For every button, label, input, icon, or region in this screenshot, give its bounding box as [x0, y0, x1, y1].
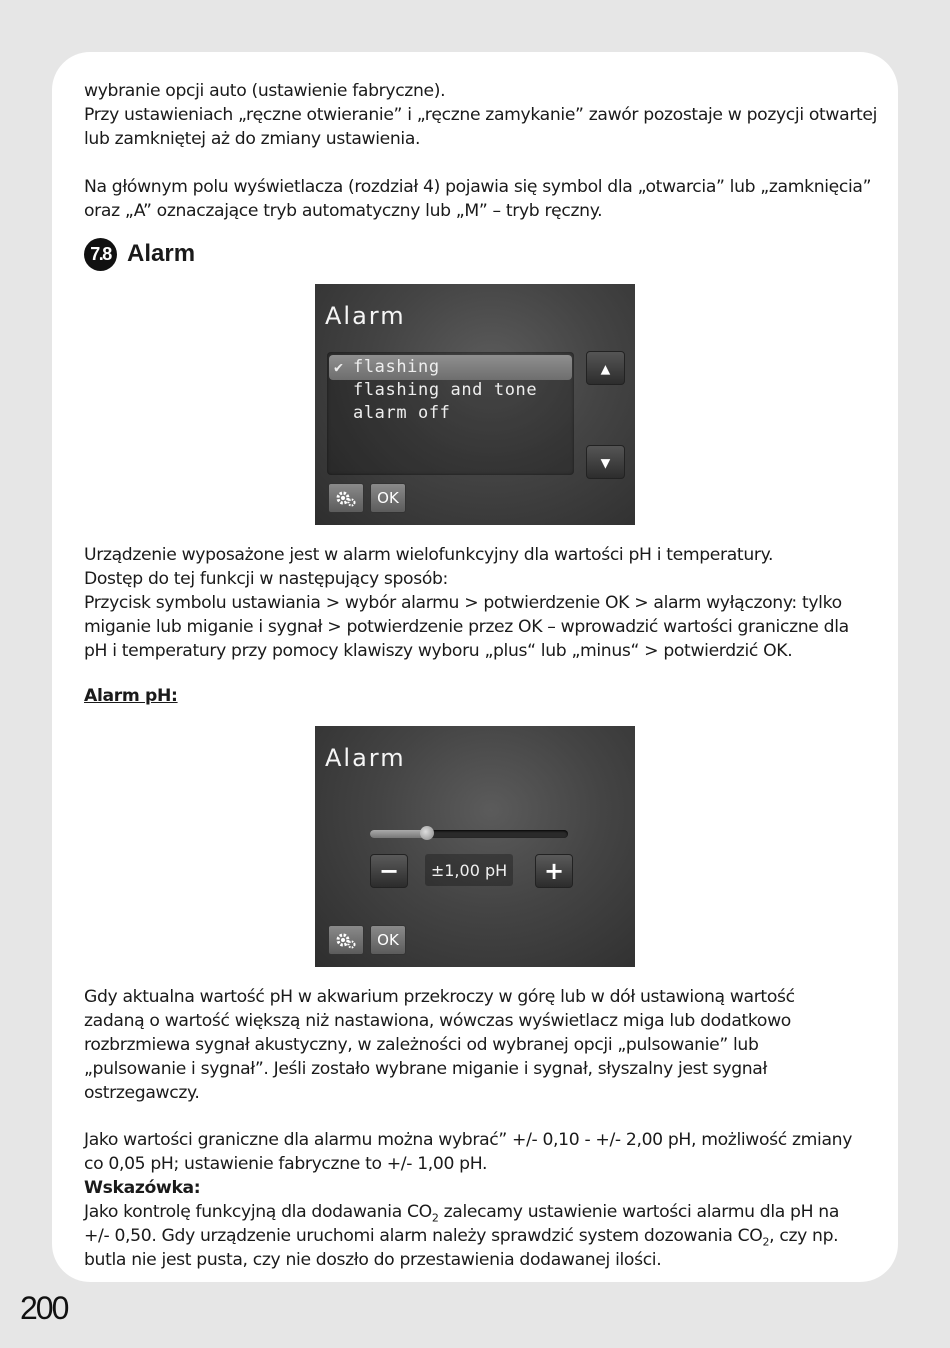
up-arrow-icon: ▲: [600, 358, 611, 378]
scroll-up-button[interactable]: [586, 351, 625, 385]
slider-knob[interactable]: [420, 826, 434, 840]
ok-button[interactable]: OK: [370, 925, 406, 955]
limits-paragraph: [84, 1128, 874, 1272]
intro-line: Na głównym polu wyświetlacza (rozdział 4) pojawia się symbol dla „otwarcia” lub „zamknięcia”: [84, 177, 872, 197]
check-icon: ✔: [334, 358, 344, 376]
gears-icon: [335, 488, 357, 508]
paragraph-line: rozbrzmiewa sygnał akustyczny, w zależności od wybranej opcji „pulsowanie” lub: [84, 1035, 759, 1055]
intro-line: lub zamkniętej aż do zmiany ustawienia.: [84, 129, 421, 149]
alarm-ph-subheading: Alarm pH:: [84, 686, 178, 706]
paragraph-line: Jako wartości graniczne dla alarmu można wybrać” +/- 0,10 - +/- 2,00 pH, możliwość zmiany: [84, 1130, 853, 1150]
tip-line: +/- 0,50. Gdy urządzenie uruchomi alarm należy sprawdzić system dozowania $CO_2$, czy np.: [84, 1226, 839, 1249]
option-label: alarm off: [353, 403, 451, 423]
paragraph-line: Gdy aktualna wartość pH w akwarium przekroczy w górę lub w dół ustawioną wartość: [84, 987, 795, 1007]
minus-button[interactable]: −: [370, 854, 408, 888]
threshold-slider[interactable]: [370, 830, 568, 838]
description-paragraph: [84, 543, 874, 663]
intro-text: [84, 79, 878, 223]
slider-fill: [370, 830, 427, 838]
tip-line: Jako kontrolę funkcyjną dla dodawania $CO_2$ zalecamy ustawienie wartości alarmu dla pH na: [84, 1202, 840, 1225]
paragraph-line: Dostęp do tej funkcji w następujący sposób:: [84, 569, 448, 589]
screen-title: Alarm: [325, 744, 406, 772]
section-heading: [84, 238, 195, 270]
paragraph-line: ostrzegawczy.: [84, 1083, 200, 1103]
option-flashing[interactable]: [329, 355, 572, 380]
tip-label: Wskazówka:: [84, 1178, 201, 1198]
intro-blank: [84, 151, 874, 175]
paragraph-line: Przycisk symbolu ustawiania > wybór alarmu > potwierdzenie OK > alarm wyłączony: tylko: [84, 593, 842, 613]
scroll-down-button[interactable]: [586, 445, 625, 479]
paragraph-line: pH i temperatury przy pomocy klawiszy wyboru „plus“ lub „minus“ > potwierdzić OK.: [84, 641, 793, 661]
option-alarm-off[interactable]: [329, 401, 572, 426]
ok-button[interactable]: OK: [370, 483, 406, 513]
section-title: Alarm: [127, 240, 196, 267]
alarm-options-list: [327, 352, 574, 475]
paragraph-line: zadaną o wartość większą niż nastawiona, wówczas wyświetlacz miga lub dodatkowo: [84, 1011, 791, 1031]
settings-button[interactable]: [328, 483, 364, 513]
option-label: flashing and tone: [353, 380, 538, 400]
paragraph-line: miganie lub miganie i sygnał > potwierdzenie przez OK – wprowadzić wartości graniczne dla: [84, 617, 849, 637]
paragraph-line: „pulsowanie i sygnał”. Jeśli zostało wybrane miganie i sygnał, słyszalny jest sygnał: [84, 1059, 768, 1079]
intro-line: Przy ustawieniach „ręczne otwieranie” i „ręczne zamykanie” zawór pozostaje w pozycji otwartej: [84, 105, 878, 125]
alarm-mode-screen: [315, 284, 635, 525]
intro-line: wybranie opcji auto (ustawienie fabryczne).: [84, 81, 446, 101]
gears-icon: [335, 930, 357, 950]
option-label: flashing: [353, 357, 440, 377]
section-number-badge: 7.8: [84, 238, 117, 271]
page-number: 200: [20, 1290, 68, 1326]
ph-alarm-screen: [315, 726, 635, 967]
paragraph-line: co 0,05 pH; ustawienie fabryczne to +/- 1,00 pH.: [84, 1154, 488, 1174]
settings-button[interactable]: [328, 925, 364, 955]
option-flashing-and-tone[interactable]: [329, 378, 572, 403]
intro-line: oraz „A” oznaczające tryb automatyczny lub „M” – tryb ręczny.: [84, 201, 603, 221]
tip-line: butla nie jest pusta, czy nie doszło do przestawienia dodawanej ilości.: [84, 1250, 662, 1270]
plus-button[interactable]: +: [535, 854, 573, 888]
threshold-value: ±1,00 pH: [425, 854, 513, 886]
down-arrow-icon: ▼: [600, 452, 611, 472]
screen-title: Alarm: [325, 302, 406, 330]
paragraph-line: Urządzenie wyposażone jest w alarm wielofunkcyjny dla wartości pH i temperatury.: [84, 545, 774, 565]
ph-alarm-description: [84, 985, 874, 1105]
